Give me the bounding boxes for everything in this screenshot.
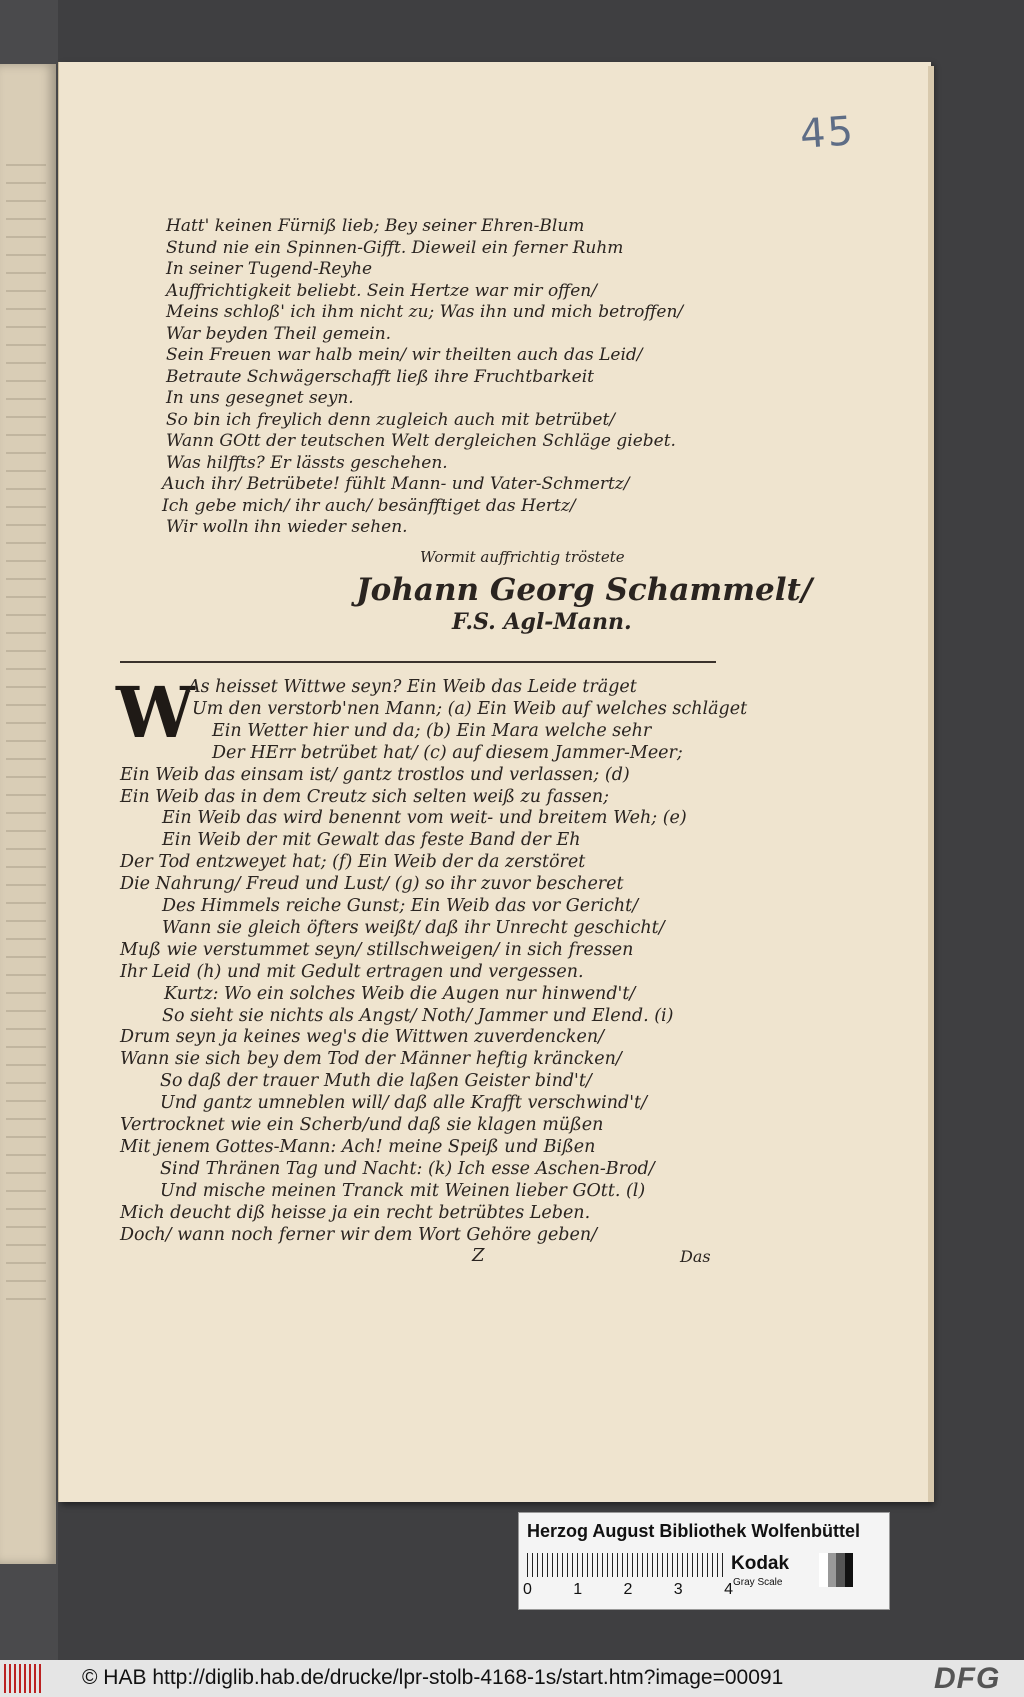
drop-cap: W [116,671,195,754]
poem-line: Vertrocknet wie ein Scherb/und daß sie klagen müßen [120,1115,604,1135]
poem-line: Mit jenem Gottes-Mann: Ach! meine Speiß und Bißen [120,1136,596,1157]
poem-line: Wann sie sich bey dem Tod der Männer heftig kräncken/ [120,1049,622,1070]
poem-line: Um den verstorb'nen Mann; (a) Ein Weib auf welches schläget [192,698,748,719]
poem-line: Drum seyn ja keines weg's die Wittwen zuverdencken/ [120,1027,605,1048]
catchword: Das [680,1247,711,1266]
poem-line: Der Tod entzweyet hat; (f) Ein Weib der da zerstöret [120,852,586,873]
ruler-number: 4 [724,1581,733,1598]
ruler-number: 3 [673,1581,683,1598]
poem-line: In uns gesegnet seyn. [166,388,354,408]
poem-line: Wann GOtt der teutschen Welt dergleichen Schläge giebet. [166,431,676,451]
previous-page-edge [0,64,56,1564]
poem-line: Wir wolln ihn wieder sehen. [166,517,408,537]
library-name: Herzog August Bibliothek Wolfenbüttel [527,1521,860,1541]
poem-line: Stund nie ein Spinnen-Gifft. Dieweil ein ferner Ruhm [166,237,624,258]
poem-line: Und gantz umneblen will/ daß alle Krafft verschwind't/ [160,1093,647,1114]
poem-line: Ein Weib das einsam ist/ gantz trostlos und verlassen; (d) [120,764,630,785]
ruler-number: 0 [523,1581,532,1598]
author-name: Johann Georg Schammelt/ [356,572,813,608]
poem-line: Sein Freuen war halb mein/ wir theilten auch das Leid/ [166,345,643,365]
poem-line: Und mische meinen Tranck mit Weinen lieber GOtt. (l) [160,1180,646,1201]
poem-line: Der HErr betrübet hat/ (c) auf diesem Jammer-Meer; [212,742,683,763]
poem-line: Doch/ wann noch ferner wir dem Wort Gehöre geben/ [120,1224,598,1245]
poem-line: Ein Weib der mit Gewalt das feste Band der Eh [162,830,581,851]
poem-line: Ihr Leid (h) und mit Gedult ertragen und vergessen. [120,961,584,982]
poem-line: Was hilffts? Er lässts geschehen. [166,452,448,473]
gray-swatch [819,1553,853,1587]
dfg-logo: DFG [934,1662,1001,1695]
footer-bar [0,1660,1024,1697]
poem-line: Ein Wetter hier und da; (b) Ein Mara welche sehr [212,720,652,741]
poem-line: Auffrichtigkeit beliebt. Sein Hertze war mir offen/ [166,280,597,301]
poem-line: Muß wie verstummet seyn/ stillschweigen/ in sich fressen [120,939,634,960]
closing-line: Wormit auffrichtig tröstete [420,548,625,566]
poem-line: Des Himmels reiche Gunst; Ein Weib das vor Gericht/ [162,896,639,916]
poem-line: Auch ihr/ Betrübete! fühlt Mann- und Vater-Schmertz/ [162,474,630,494]
poem-line: Mich deucht diß heisse ja ein recht betrübtes Leben. [120,1202,591,1223]
page-edge [928,66,934,1502]
ruler-number: 2 [623,1581,633,1598]
footer-link[interactable]: © HAB http://diglib.hab.de/drucke/lpr-stolb-4168-1s/start.htm?image=00091 [82,1666,784,1689]
ruler-numbers [523,1581,733,1599]
poem-line: Betraute Schwägerschafft ließ ihre Fruchtbarkeit [166,366,594,387]
poem-line: Ich gebe mich/ ihr auch/ besänfftiget das Hertz/ [162,495,576,516]
handwritten-page-number: 45 [798,108,857,158]
section-divider [120,661,716,663]
kodak-brand: Kodak [731,1553,790,1574]
gray-scale-label: Gray Scale [733,1577,783,1588]
poem-line: Die Nahrung/ Freud und Lust/ (g) so ihr zuvor bescheret [120,874,624,895]
poem-line: So daß der trauer Muth die laßen Geister bind't/ [160,1071,592,1092]
poem-line: So bin ich freylich denn zugleich auch mit betrübet/ [166,409,616,430]
poem-line: Sind Thränen Tag und Nacht: (k) Ich esse Aschen-Brod/ [160,1158,655,1179]
poem-line: As heisset Wittwe seyn? Ein Weib das Leide träget [188,677,637,697]
signature-mark: Z [472,1245,485,1266]
poem-line: Ein Weib das wird benennt vom weit- und breitem Weh; (e) [162,808,687,829]
poem-line: Kurtz: Wo ein solches Weib die Augen nur hinwend't/ [164,983,636,1004]
poem-line: In seiner Tugend-Reyhe [166,259,373,279]
ruler-number: 1 [573,1581,583,1598]
scale-ruler [527,1553,727,1577]
poem-line: Hatt' keinen Fürniß lieb; Bey seiner Ehren-Blum [166,216,585,236]
author-title: F.S. Agl-Mann. [452,609,632,635]
poem-line: War beyden Theil gemein. [166,323,392,344]
poem-line: Meins schloß' ich ihm nicht zu; Was ihn und mich betroffen/ [166,302,684,322]
poem-line: Ein Weib das in dem Creutz sich selten weiß zu fassen; [120,786,610,807]
color-calibration-bar [518,1512,890,1610]
poem-line: So sieht sie nichts als Angst/ Noth/ Jammer und Elend. (i) [162,1005,674,1026]
barcode-icon [4,1664,44,1693]
poem-line: Wann sie gleich öfters weißt/ daß ihr Unrecht geschicht/ [162,917,665,938]
